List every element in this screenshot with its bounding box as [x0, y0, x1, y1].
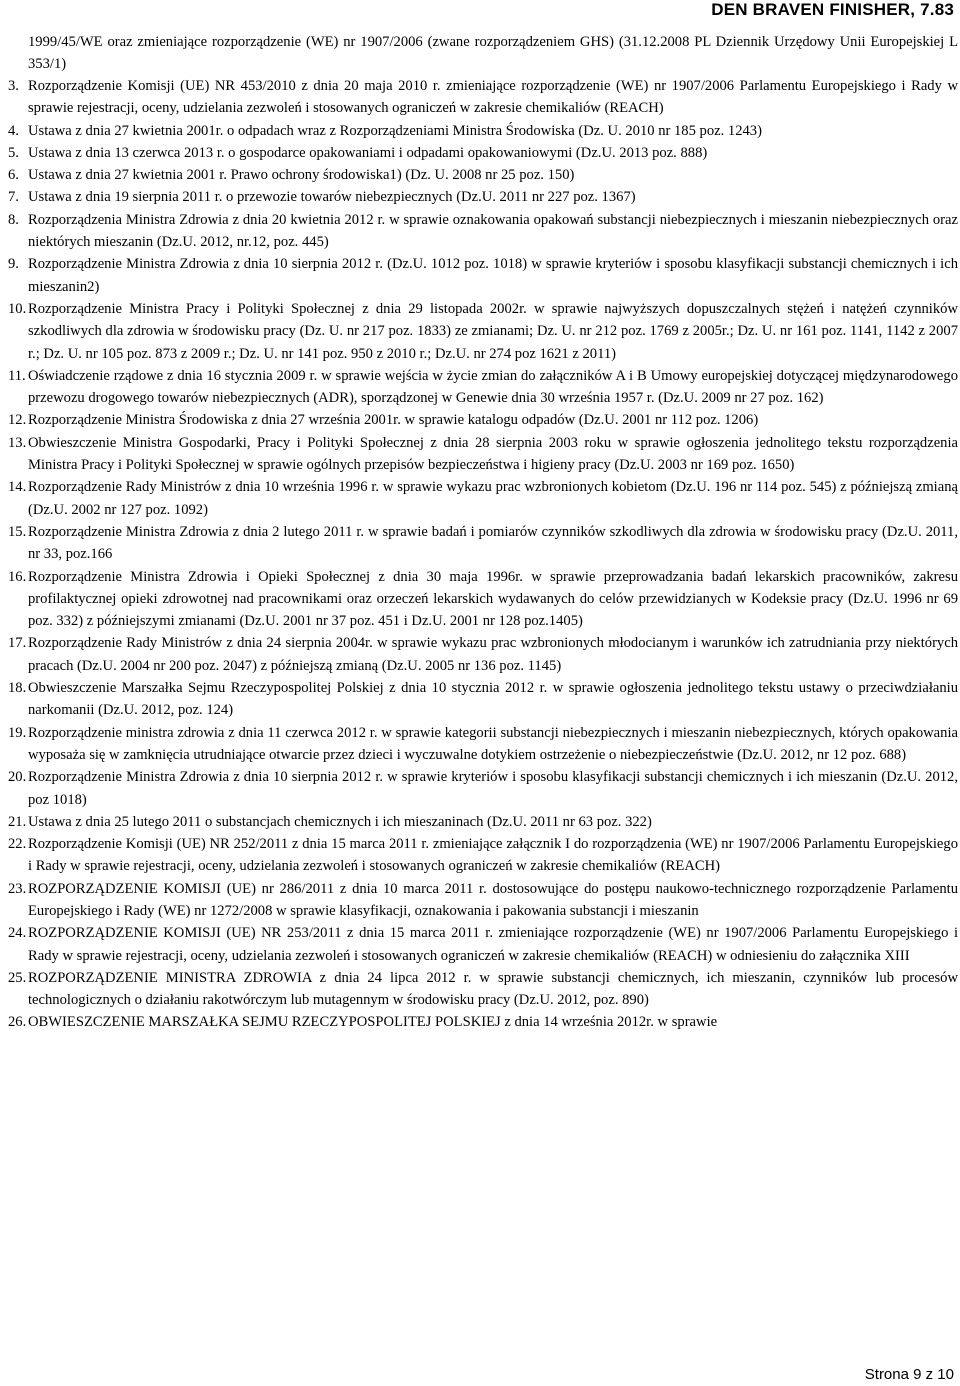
list-item-text: Rozporządzenie Komisji (UE) NR 252/2011 z dnia 15 marca 2011 r. zmieniające załącznik I do rozporządzenia (WE) nr 1907/2006 Parlamentu Europejskiego i Rady w sprawie rejestracji, oceny, udzielania zezwoleń i stosowanych ograniczeń w zakresie chemikaliów (REACH) — [28, 836, 958, 875]
list-item — [8, 209, 958, 254]
list-item-number: 5. — [8, 144, 19, 161]
list-item — [8, 811, 958, 833]
list-item — [8, 409, 958, 431]
list-item-text: Rozporządzenie Ministra Pracy i Polityki Społecznej z dnia 29 listopada 2002r. w sprawie najwyższych dopuszczalnych stężeń i natężeń czynników szkodliwych dla zdrowia w środowisku pracy (Dz. U. nr 217 poz. 1833) ze zmianami; Dz. U. nr 212 poz. 1769 z 2005r.; Dz. U. nr 161 poz. 1141, 1142 z 2007 r.; Dz. U. nr 105 poz. 873 z 2009 r.; Dz. U. nr 141 poz. 950 z 2010 r.; Dz.U. nr 274 poz 1621 z 2011) — [28, 300, 958, 362]
page-header-title: DEN BRAVEN FINISHER, 7.83 — [711, 0, 954, 19]
list-item-number: 14. — [8, 479, 27, 496]
list-item — [8, 142, 958, 164]
list-item-text: Ustawa z dnia 19 sierpnia 2011 r. o przewozie towarów niebezpiecznych (Dz.U. 2011 nr 227 poz. 1367) — [28, 189, 636, 206]
list-item-text: Rozporządzenie ministra zdrowia z dnia 11 czerwca 2012 r. w sprawie kategorii substancji niebezpiecznych i mieszanin niebezpiecznych, których opakowania wyposaża się w zamknięcia utrudniające otwarcie przez dzieci i wyczuwalne dotykiem ostrzeżenie o niebezpieczeństwie (Dz.U. 2012, nr 12 poz. 688) — [28, 724, 958, 763]
list-item-text: Rozporządzenie Ministra Zdrowia i Opieki Społecznej z dnia 30 maja 1996r. w sprawie przeprowadzania badań lekarskich pracowników, zakresu profilaktycznej opieki zdrowotnej nad pracownikami oraz orzeczeń lekarskich wydawanych do celów przewidzianych w Kodeksie pracy (Dz.U. 1996 nr 69 poz. 332) z późniejszymi zmianami (Dz.U. 2001 nr 37 poz. 451 i Dz.U. 2001 nr 128 poz.1405) — [28, 568, 958, 630]
list-item-number: 10. — [8, 300, 27, 317]
list-item — [8, 922, 958, 967]
list-item — [8, 833, 958, 878]
list-item-text: Obwieszczenie Ministra Gospodarki, Pracy i Polityki Społecznej z dnia 28 sierpnia 2003 roku w sprawie ogłoszenia jednolitego tekstu rozporządzenia Ministra Pracy i Polityki Społecznej w sprawie ogólnych przepisów bezpieczeństwa i higieny pracy (Dz.U. 2003 nr 169 poz. 1650) — [28, 434, 958, 474]
list-item-text: Rozporządzenie Ministra Zdrowia z dnia 10 sierpnia 2012 r. w sprawie kryteriów i sposobu klasyfikacji substancji chemicznych i ich mieszanin (Dz.U. 2012, poz 1018) — [28, 769, 958, 808]
list-item-text: ROZPORZĄDZENIE KOMISJI (UE) NR 253/2011 z dnia 15 marca 2011 r. zmieniające rozporządzenie (WE) nr 1907/2006 Parlamentu Europejskiego i Rady w sprawie rejestracji, oceny, udzielania zezwoleń i stosowanych ograniczeń w zakresie chemikaliów (REACH) w odniesieniu do załącznika XIII — [28, 925, 958, 964]
list-item-number: 11. — [8, 367, 26, 384]
list-item-text: Rozporządzenie Rady Ministrów z dnia 24 sierpnia 2004r. w sprawie wykazu prac wzbronionych młodocianym i warunków ich zatrudniania przy niektórych pracach (Dz.U. 2004 nr 200 poz. 2047) z późniejszą zmianą (Dz.U. 2005 nr 136 poz. 1145) — [28, 635, 958, 674]
list-item-number: 19. — [8, 724, 27, 741]
list-item — [8, 75, 958, 120]
list-item-text: Rozporządzenie Ministra Środowiska z dnia 27 września 2001r. w sprawie katalogu odpadów (Dz.U. 2001 nr 112 poz. 1206) — [28, 412, 759, 429]
list-item-number: 18. — [8, 680, 27, 697]
list-item-text: OBWIESZCZENIE MARSZAŁKA SEJMU RZECZYPOSPOLITEJ POLSKIEJ z dnia 14 września 2012r. w sprawie — [28, 1014, 718, 1031]
list-item-number: 7. — [8, 189, 19, 206]
list-item-text: Ustawa z dnia 25 lutego 2011 o substancjach chemicznych i ich mieszaninach (Dz.U. 2011 nr 63 poz. 322) — [28, 813, 652, 830]
list-item — [8, 677, 958, 722]
list-item — [8, 298, 958, 365]
list-item-number: 23. — [8, 880, 27, 897]
list-item — [8, 120, 958, 142]
list-item-text: ROZPORZĄDZENIE MINISTRA ZDROWIA z dnia 24 lipca 2012 r. w sprawie substancji chemicznych, ich mieszanin, czynników lub procesów technologicznych o działaniu rakotwórczym lub mutagennym w środowisku pracy (Dz.U. 2012, poz. 890) — [28, 969, 958, 1009]
list-item-text: Oświadczenie rządowe z dnia 16 stycznia 2009 r. w sprawie wejścia w życie zmian do załączników A i B Umowy europejskiej dotyczącej międzynarodowego przewozu drogowego towarów niebezpiecznych (ADR), sporządzonej w Genewie dnia 30 września 1957 r. (Dz.U. 2009 nr 27 poz. 162) — [28, 367, 958, 407]
list-item-text: Ustawa z dnia 13 czerwca 2013 r. o gospodarce opakowaniami i odpadami opakowaniowymi (Dz.U. 2013 poz. 888) — [28, 144, 708, 161]
list-item-text: Rozporządzenie Ministra Zdrowia z dnia 2 lutego 2011 r. w sprawie badań i pomiarów czynników szkodliwych dla zdrowia w środowisku pracy (Dz.U. 2011, nr 33, poz.166 — [28, 523, 958, 563]
list-item-text: Rozporządzenie Komisji (UE) NR 453/2010 z dnia 20 maja 2010 r. zmieniające rozporządzenie (WE) nr 1907/2006 Parlamentu Europejskiego i Rady w sprawie rejestracji, oceny, udzielania zezwoleń i stosowanych ograniczeń w zakresie chemikaliów (REACH) — [28, 78, 958, 117]
list-item — [8, 186, 958, 208]
list-item — [8, 432, 958, 477]
list-item-number: 12. — [8, 412, 27, 429]
list-item-text: ROZPORZĄDZENIE KOMISJI (UE) nr 286/2011 z dnia 10 marca 2011 r. dostosowujące do postępu naukowo-technicznego rozporządzenie Parlamentu Europejskiego i Rady (WE) nr 1272/2008 w sprawie klasyfikacji, oznakowania i pakowania substancji i mieszanin — [28, 880, 958, 919]
list-item — [8, 566, 958, 633]
list-item-number: 3. — [8, 78, 19, 94]
list-item-number: 25. — [8, 969, 27, 986]
list-item-number: 24. — [8, 925, 27, 942]
list-item-text: Ustawa z dnia 27 kwietnia 2001 r. Prawo ochrony środowiska1) (Dz. U. 2008 nr 25 poz. 150) — [28, 167, 575, 184]
list-item — [8, 632, 958, 677]
list-item — [8, 476, 958, 521]
list-item-text: Ustawa z dnia 27 kwietnia 2001r. o odpadach wraz z Rozporządzeniami Ministra Środowiska (Dz. U. 2010 nr 185 poz. 1243) — [28, 122, 762, 139]
list-item-number: 17. — [8, 635, 27, 652]
list-item-number: 22. — [8, 836, 27, 853]
list-item-number: 26. — [8, 1014, 27, 1031]
page-number: Strona 9 z 10 — [864, 1366, 954, 1383]
list-item — [8, 1011, 958, 1033]
list-item — [8, 253, 958, 298]
list-item — [8, 365, 958, 410]
list-item — [8, 878, 958, 923]
list-item-text: Rozporządzenia Ministra Zdrowia z dnia 20 kwietnia 2012 r. w sprawie oznakowania opakowań substancji niebezpiecznych i mieszanin niebezpiecznych oraz niektórych mieszanin (Dz.U. 2012, nr.12, poz. 445) — [28, 211, 958, 251]
list-item-text: Obwieszczenie Marszałka Sejmu Rzeczypospolitej Polskiej z dnia 10 stycznia 2012 r. w sprawie ogłoszenia jednolitego tekstu ustawy o przeciwdziałaniu narkomanii (Dz.U. 2012, poz. 124) — [28, 680, 958, 719]
list-item-text: Rozporządzenie Rady Ministrów z dnia 10 września 1996 r. w sprawie wykazu prac wzbronionych kobietom (Dz.U. 196 nr 114 poz. 545) z późniejszą zmianą (Dz.U. 2002 nr 127 poz. 1092) — [28, 479, 958, 518]
intro-paragraph: 1999/45/WE oraz zmieniające rozporządzenie (WE) nr 1907/2006 (zwane rozporządzeniem GHS) (31.12.2008 PL Dziennik Urzędowy Unii Europejskiej L 353/1) — [28, 34, 958, 73]
list-item — [8, 967, 958, 1012]
list-item — [8, 164, 958, 186]
list-item-number: 15. — [8, 523, 27, 540]
list-item-number: 20. — [8, 769, 27, 786]
list-item-number: 4. — [8, 122, 19, 139]
list-item-number: 6. — [8, 167, 19, 184]
list-item — [8, 521, 958, 566]
list-item-number: 21. — [8, 813, 27, 830]
list-item-number: 8. — [8, 211, 19, 228]
list-item — [8, 766, 958, 811]
list-item-number: 16. — [8, 568, 27, 585]
references-list — [8, 75, 958, 1034]
list-item-number: 13. — [8, 434, 27, 451]
list-item-number: 9. — [8, 256, 19, 273]
list-item-text: Rozporządzenie Ministra Zdrowia z dnia 10 sierpnia 2012 r. (Dz.U. 1012 poz. 1018) w sprawie kryteriów i sposobu klasyfikacji substancji chemicznych i ich mieszanin2) — [28, 256, 958, 295]
list-item — [8, 722, 958, 767]
